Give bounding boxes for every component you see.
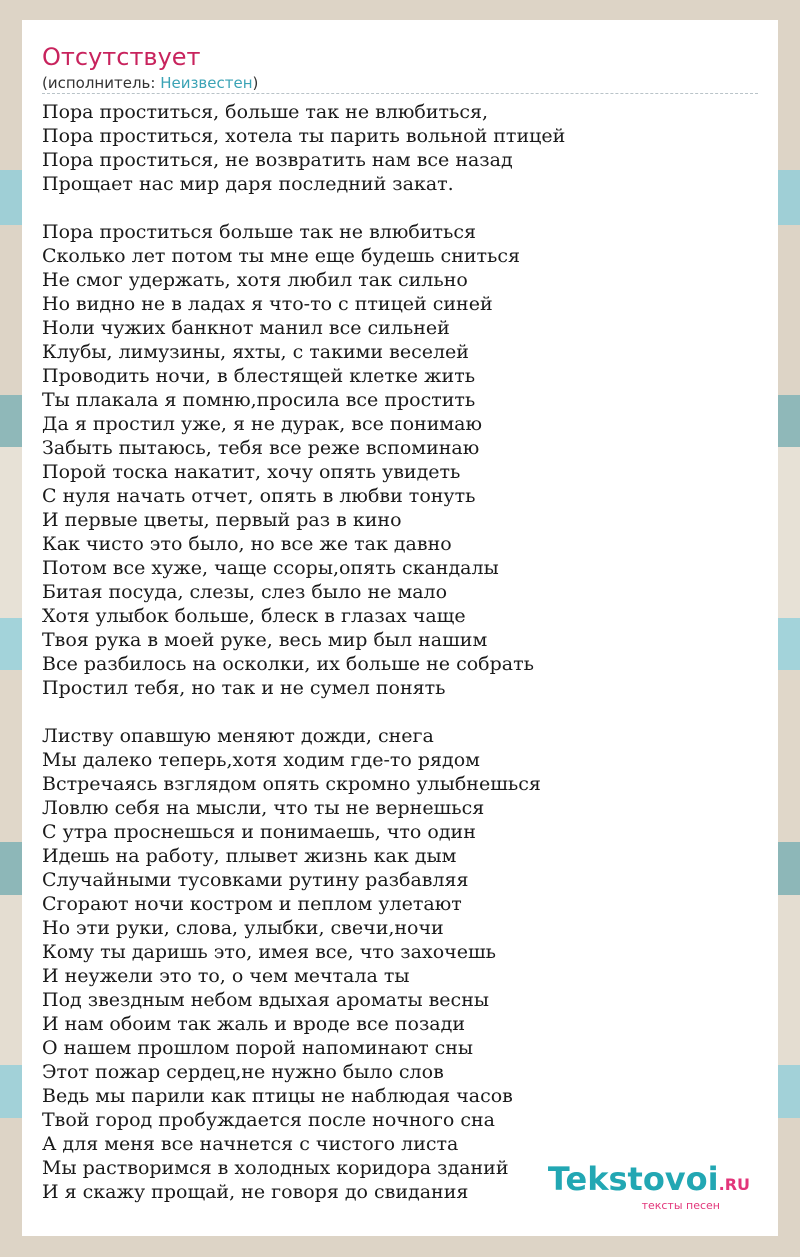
lyric-line: Кому ты даришь это, имея все, что захочешь [42, 941, 496, 963]
lyric-line: И я скажу прощай, не говоря до свидания [42, 1181, 469, 1203]
lyric-line: Как чисто это было, но все же так давно [42, 533, 452, 555]
lyric-line: Случайными тусовками рутину разбавляя [42, 869, 469, 891]
lyric-line: С утра проснешься и понимаешь, что один [42, 821, 476, 843]
lyric-line: Но видно не в ладах я что-то с птицей синей [42, 293, 493, 315]
lyric-line: Этот пожар сердец,не нужно было слов [42, 1061, 444, 1083]
lyric-line: Мы далеко теперь,хотя ходим где-то рядом [42, 749, 480, 771]
artist-prefix: (исполнитель: [42, 74, 161, 92]
lyric-line: Ловлю себя на мысли, что ты не вернешься [42, 797, 485, 819]
lyric-line: И нам обоим так жаль и вроде все позади [42, 1013, 465, 1035]
lyric-line: А для меня все начнется с чистого листа [42, 1133, 459, 1155]
lyric-line: Мы растворимся в холодных коридора зданий [42, 1157, 509, 1179]
lyrics-card [22, 20, 778, 1236]
song-title: Отсутствует [42, 43, 201, 71]
lyric-line: Ведь мы парили как птицы не наблюдая часов [42, 1085, 513, 1107]
artist-link[interactable]: Неизвестен [160, 74, 253, 92]
stanza-gap [42, 700, 758, 724]
stanza-gap [42, 196, 758, 220]
lyric-line: Ноли чужих банкнот манил все сильней [42, 317, 450, 339]
logo-name: Tekstovoi [547, 1160, 719, 1198]
lyric-line: Все разбилось на осколки, их больше не собрать [42, 653, 534, 675]
lyric-line: Идешь на работу, плывет жизнь как дым [42, 845, 457, 867]
lyric-line: Встречаясь взглядом опять скромно улыбнешься [42, 773, 541, 795]
lyric-line: Забыть пытаюсь, тебя все реже вспоминаю [42, 437, 480, 459]
lyric-line: И неужели это то, о чем мечтала ты [42, 965, 410, 987]
lyric-line: Листву опавшую меняют дожди, снега [42, 725, 434, 747]
lyric-line: Пора проститься больше так не влюбиться [42, 221, 476, 243]
lyric-line: О нашем прошлом порой напоминают сны [42, 1037, 474, 1059]
lyric-line: Клубы, лимузины, яхты, с такими веселей [42, 341, 469, 363]
logo-tld: .RU [718, 1175, 750, 1194]
lyric-line: Твоя рука в моей руке, весь мир был нашим [42, 629, 488, 651]
lyric-line: Пора проститься, не возвратить нам все назад [42, 149, 513, 171]
lyric-line: Порой тоска накатит, хочу опять увидеть [42, 461, 461, 483]
lyrics-body [42, 100, 758, 1204]
lyric-line: Сгорают ночи костром и пеплом улетают [42, 893, 462, 915]
lyric-line: Не смог удержать, хотя любил так сильно [42, 269, 468, 291]
lyric-line: Битая посуда, слезы, слез было не мало [42, 581, 448, 603]
lyric-line: Хотя улыбок больше, блеск в глазах чаще [42, 605, 466, 627]
lyric-line: Потом все хуже, чаще ссоры,опять скандалы [42, 557, 499, 579]
lyric-line: С нуля начать отчет, опять в любви тонуть [42, 485, 476, 507]
lyric-line: Простил тебя, но так и не сумел понять [42, 677, 446, 699]
song-header [42, 40, 758, 94]
lyric-line: Проводить ночи, в блестящей клетке жить [42, 365, 476, 387]
lyric-line: Прощает нас мир даря последний закат. [42, 173, 454, 195]
lyric-line: Пора проститься, больше так не влюбиться, [42, 101, 489, 123]
site-logo[interactable] [548, 1162, 750, 1212]
lyric-line: Да я простил уже, я не дурак, все понимаю [42, 413, 483, 435]
lyric-line: Под звездным небом вдыхая ароматы весны [42, 989, 489, 1011]
logo-wordmark [548, 1162, 750, 1202]
lyric-line: Ты плакала я помню,просила все простить [42, 389, 476, 411]
artist-line [42, 74, 758, 92]
lyric-line: Твой город пробуждается после ночного сна [42, 1109, 495, 1131]
lyric-line: Пора проститься, хотела ты парить вольной птицей [42, 125, 566, 147]
artist-suffix: ) [252, 74, 259, 92]
lyric-line: Сколько лет потом ты мне еще будешь сниться [42, 245, 521, 267]
lyric-line: Но эти руки, слова, улыбки, свечи,ночи [42, 917, 444, 939]
logo-tagline: тексты песен [641, 1199, 720, 1212]
lyric-line: И первые цветы, первый раз в кино [42, 509, 402, 531]
